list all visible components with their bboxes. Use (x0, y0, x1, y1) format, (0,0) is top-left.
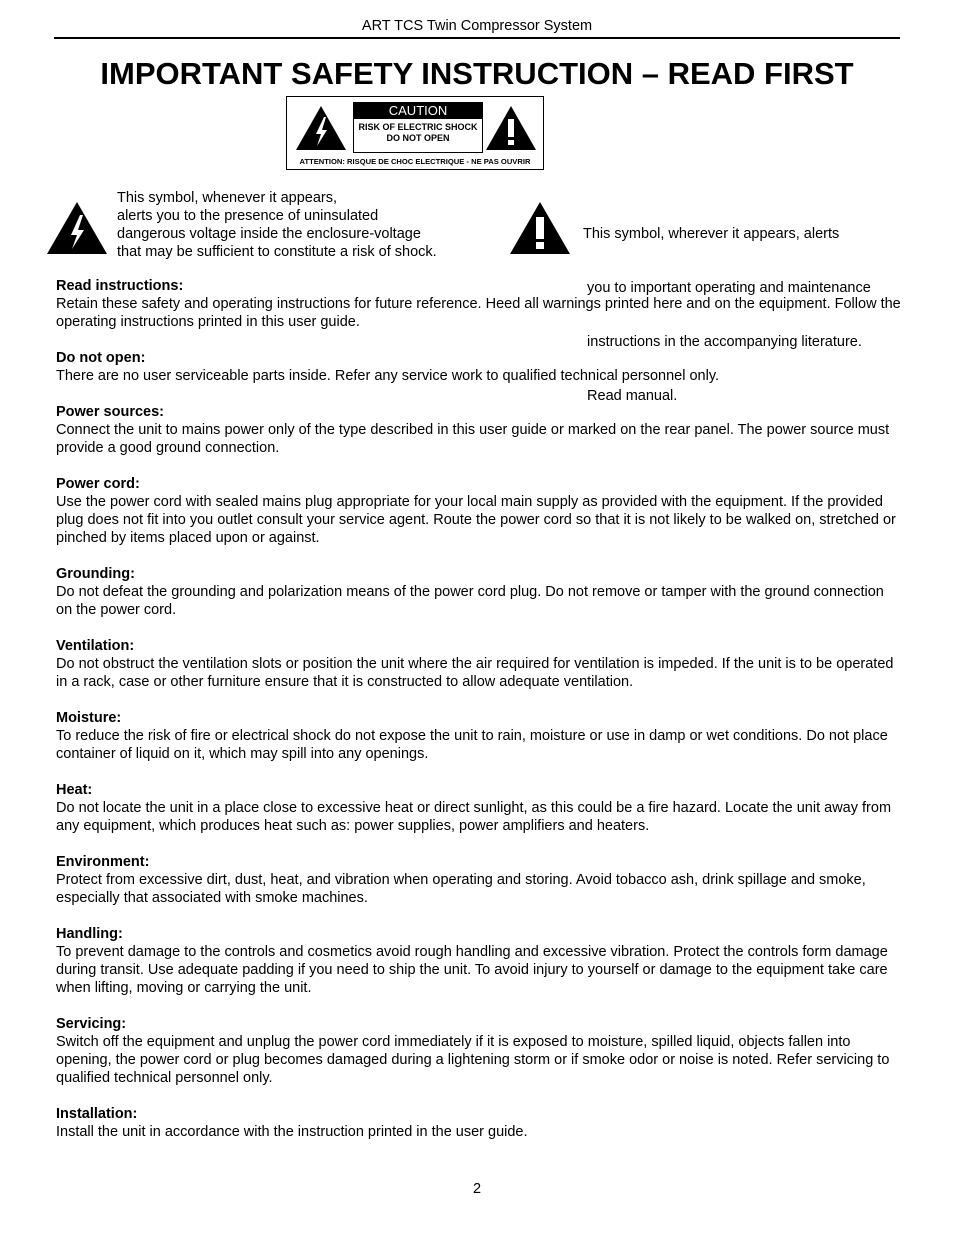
description-line: instructions in the accompanying literature. (583, 334, 862, 350)
section-handling (56, 925, 901, 997)
section-heading: Handling: (56, 926, 123, 942)
section-moisture (56, 709, 901, 763)
section-servicing (56, 1015, 901, 1087)
section-body: To prevent damage to the controls and cosmetics avoid rough handling and excessive vibration. Protect the controls form damage during transit. Use adequate padding if you need to ship the unit. To avoid injury to yourself or damage to the equipment take care when lifting, moving or carrying the unit. (56, 944, 888, 996)
caution-label (286, 96, 544, 170)
lightning-warning-icon (295, 105, 347, 151)
section-heading: Power cord: (56, 476, 140, 492)
section-heat (56, 781, 901, 835)
lightning-warning-icon (46, 201, 108, 255)
page-title: IMPORTANT SAFETY INSTRUCTION – READ FIRST (100, 56, 854, 91)
exclamation-warning-icon (509, 201, 571, 255)
description-line: that may be sufficient to constitute a risk of shock. (117, 244, 437, 260)
section-body: Connect the unit to mains power only of the type described in this user guide or marked on the rear panel. The power source must provide a good ground connection. (56, 422, 890, 456)
section-power-cord (56, 475, 901, 547)
caution-banner: CAUTION (354, 103, 482, 119)
running-header: ART TCS Twin Compressor System (361, 18, 593, 34)
description-line: This symbol, whenever it appears, (117, 190, 338, 206)
section-body: Install the unit in accordance with the instruction printed in the user guide. (56, 1124, 528, 1140)
section-body: Retain these safety and operating instructions for future reference. Heed all warnings printed here and on the equipment. Follow the operating instructions printed in this user guide. (56, 296, 901, 330)
description-line: alerts you to the presence of uninsulated (117, 208, 379, 224)
section-read-instructions (56, 277, 901, 331)
section-heading: Do not open: (56, 350, 146, 366)
description-line: you to important operating and maintenance (583, 280, 871, 296)
section-body: Do not locate the unit in a place close to excessive heat or direct sunlight, as this could be a fire hazard. Locate the unit away from any equipment, which produces heat such as: power supplies, power amplifiers and heaters. (56, 800, 892, 834)
section-environment (56, 853, 901, 907)
description-line: Read manual. (583, 388, 678, 404)
header-rule (54, 37, 900, 39)
section-power-sources (56, 403, 901, 457)
section-heading: Grounding: (56, 566, 135, 582)
section-heading: Read instructions: (56, 278, 184, 294)
description-line: dangerous voltage inside the enclosure-voltage (117, 226, 421, 242)
section-body: To reduce the risk of fire or electrical shock do not expose the unit to rain, moisture or use in damp or wet conditions. Do not place container of liquid on it, which may spill into any openings. (56, 728, 888, 762)
section-do-not-open (56, 349, 901, 385)
description-line: This symbol, wherever it appears, alerts (583, 226, 840, 242)
section-ventilation (56, 637, 901, 691)
section-body: Do not obstruct the ventilation slots or position the unit where the air required for ventilation is impeded. If the unit is to be operated in a rack, case or other furniture ensure that it is constructed to allow adequate ventilation. (56, 656, 894, 690)
section-body: There are no user serviceable parts inside. Refer any service work to qualified technical personnel only. (56, 368, 720, 384)
page-number: 2 (472, 1181, 482, 1197)
section-body: Use the power cord with sealed mains plug appropriate for your local main supply as provided with the equipment. If the provided plug does not fit into you outlet consult your service agent. Route the power cord so that it is not likely to be walked on, stretched or pinched by items placed upon or against. (56, 494, 896, 546)
section-heading: Environment: (56, 854, 150, 870)
section-body: Do not defeat the grounding and polarization means of the power cord plug. Do not remove or tamper with the ground connection on the power cord. (56, 584, 884, 618)
section-installation (56, 1105, 901, 1141)
lightning-symbol-description (117, 189, 477, 261)
section-heading: Ventilation: (56, 638, 135, 654)
section-grounding (56, 565, 901, 619)
section-heading: Installation: (56, 1106, 138, 1122)
caution-line-2: DO NOT OPEN (386, 133, 450, 143)
safety-sections (56, 277, 901, 1159)
caution-french-text: ATTENTION: RISQUE DE CHOC ELECTRIQUE - NE PAS OUVRIR (299, 157, 531, 166)
section-body: Switch off the equipment and unplug the power cord immediately if it is exposed to moisture, spilled liquid, objects fallen into opening, the power cord or plug becomes damaged during a lightening storm or if smoke odor or noise is noted. Refer servicing to qualified technical personnel only. (56, 1034, 890, 1086)
section-heading: Servicing: (56, 1016, 127, 1032)
section-heading: Heat: (56, 782, 93, 798)
section-body: Protect from excessive dirt, dust, heat, and vibration when operating and storing. Avoid tobacco ash, drink spillage and smoke, especially that associated with smoke machines. (56, 872, 866, 906)
exclamation-warning-icon (485, 105, 537, 151)
caution-center-panel (353, 102, 483, 153)
section-heading: Power sources: (56, 404, 164, 420)
caution-line-1: RISK OF ELECTRIC SHOCK (358, 122, 478, 132)
section-heading: Moisture: (56, 710, 122, 726)
